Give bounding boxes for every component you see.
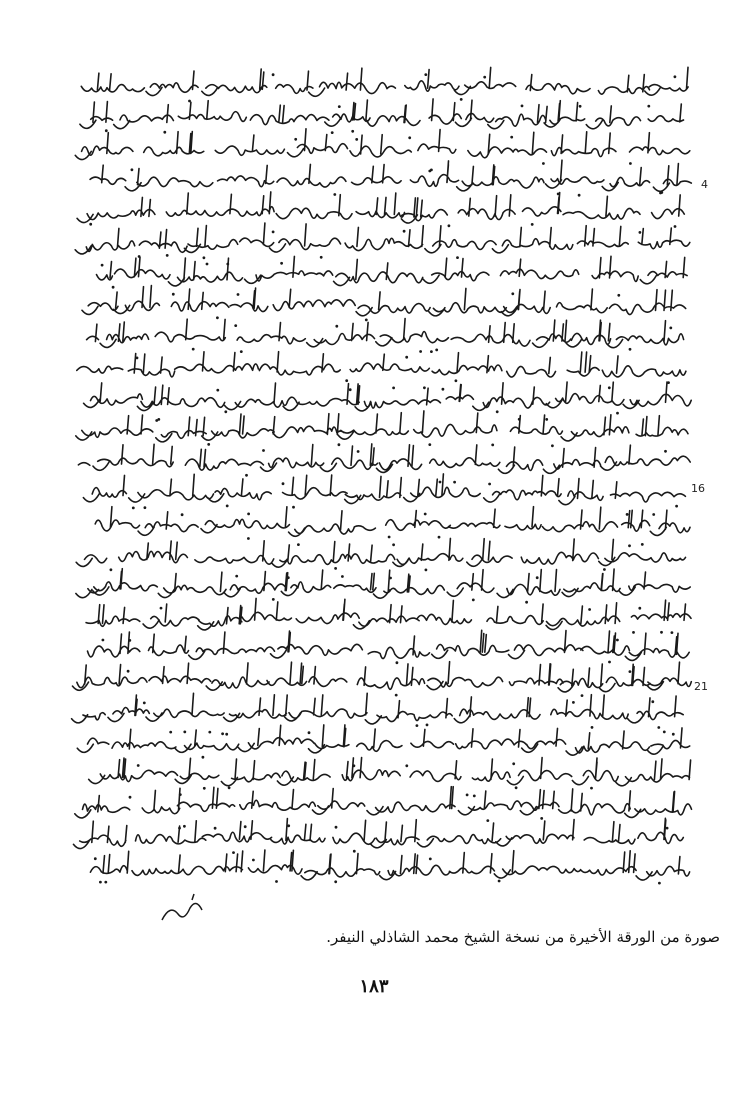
manuscript-line <box>89 758 691 790</box>
page-number: ١٨٣ <box>359 976 389 997</box>
manuscript-line <box>76 569 690 604</box>
manuscript-line <box>81 67 688 102</box>
manuscript-line <box>87 319 684 353</box>
manuscript-line <box>75 787 692 822</box>
manuscript-line <box>77 192 684 228</box>
manuscript-line <box>88 630 690 664</box>
manuscript-line <box>75 223 690 259</box>
manuscript-line <box>77 352 686 384</box>
manuscript-image <box>78 48 718 918</box>
manuscript-line <box>73 662 692 697</box>
signature-mark <box>162 894 202 920</box>
manuscript-line <box>95 507 690 540</box>
manuscript-line <box>83 474 685 509</box>
manuscript-line <box>76 411 688 447</box>
manuscript-line <box>90 850 689 884</box>
manuscript-line <box>72 693 684 729</box>
manuscript-line <box>78 444 690 477</box>
marginal-line-number: 16 <box>691 482 705 495</box>
manuscript-line <box>76 538 685 571</box>
manuscript-line <box>86 598 691 634</box>
manuscript-line <box>75 129 690 165</box>
manuscript-line <box>77 725 689 759</box>
manuscript-line <box>90 160 691 196</box>
manuscript-line <box>80 99 684 134</box>
marginal-line-number: 4 <box>701 178 708 191</box>
handwritten-manuscript <box>78 48 718 918</box>
figure-caption: صورة من الورقة الأخيرة من نسخة الشيخ محمد الشاذلي النيفر. <box>326 928 720 946</box>
manuscript-line <box>97 256 688 288</box>
manuscript-line <box>74 818 684 854</box>
manuscript-line <box>84 382 692 415</box>
marginal-line-number: 21 <box>694 680 708 693</box>
manuscript-line <box>82 286 686 322</box>
